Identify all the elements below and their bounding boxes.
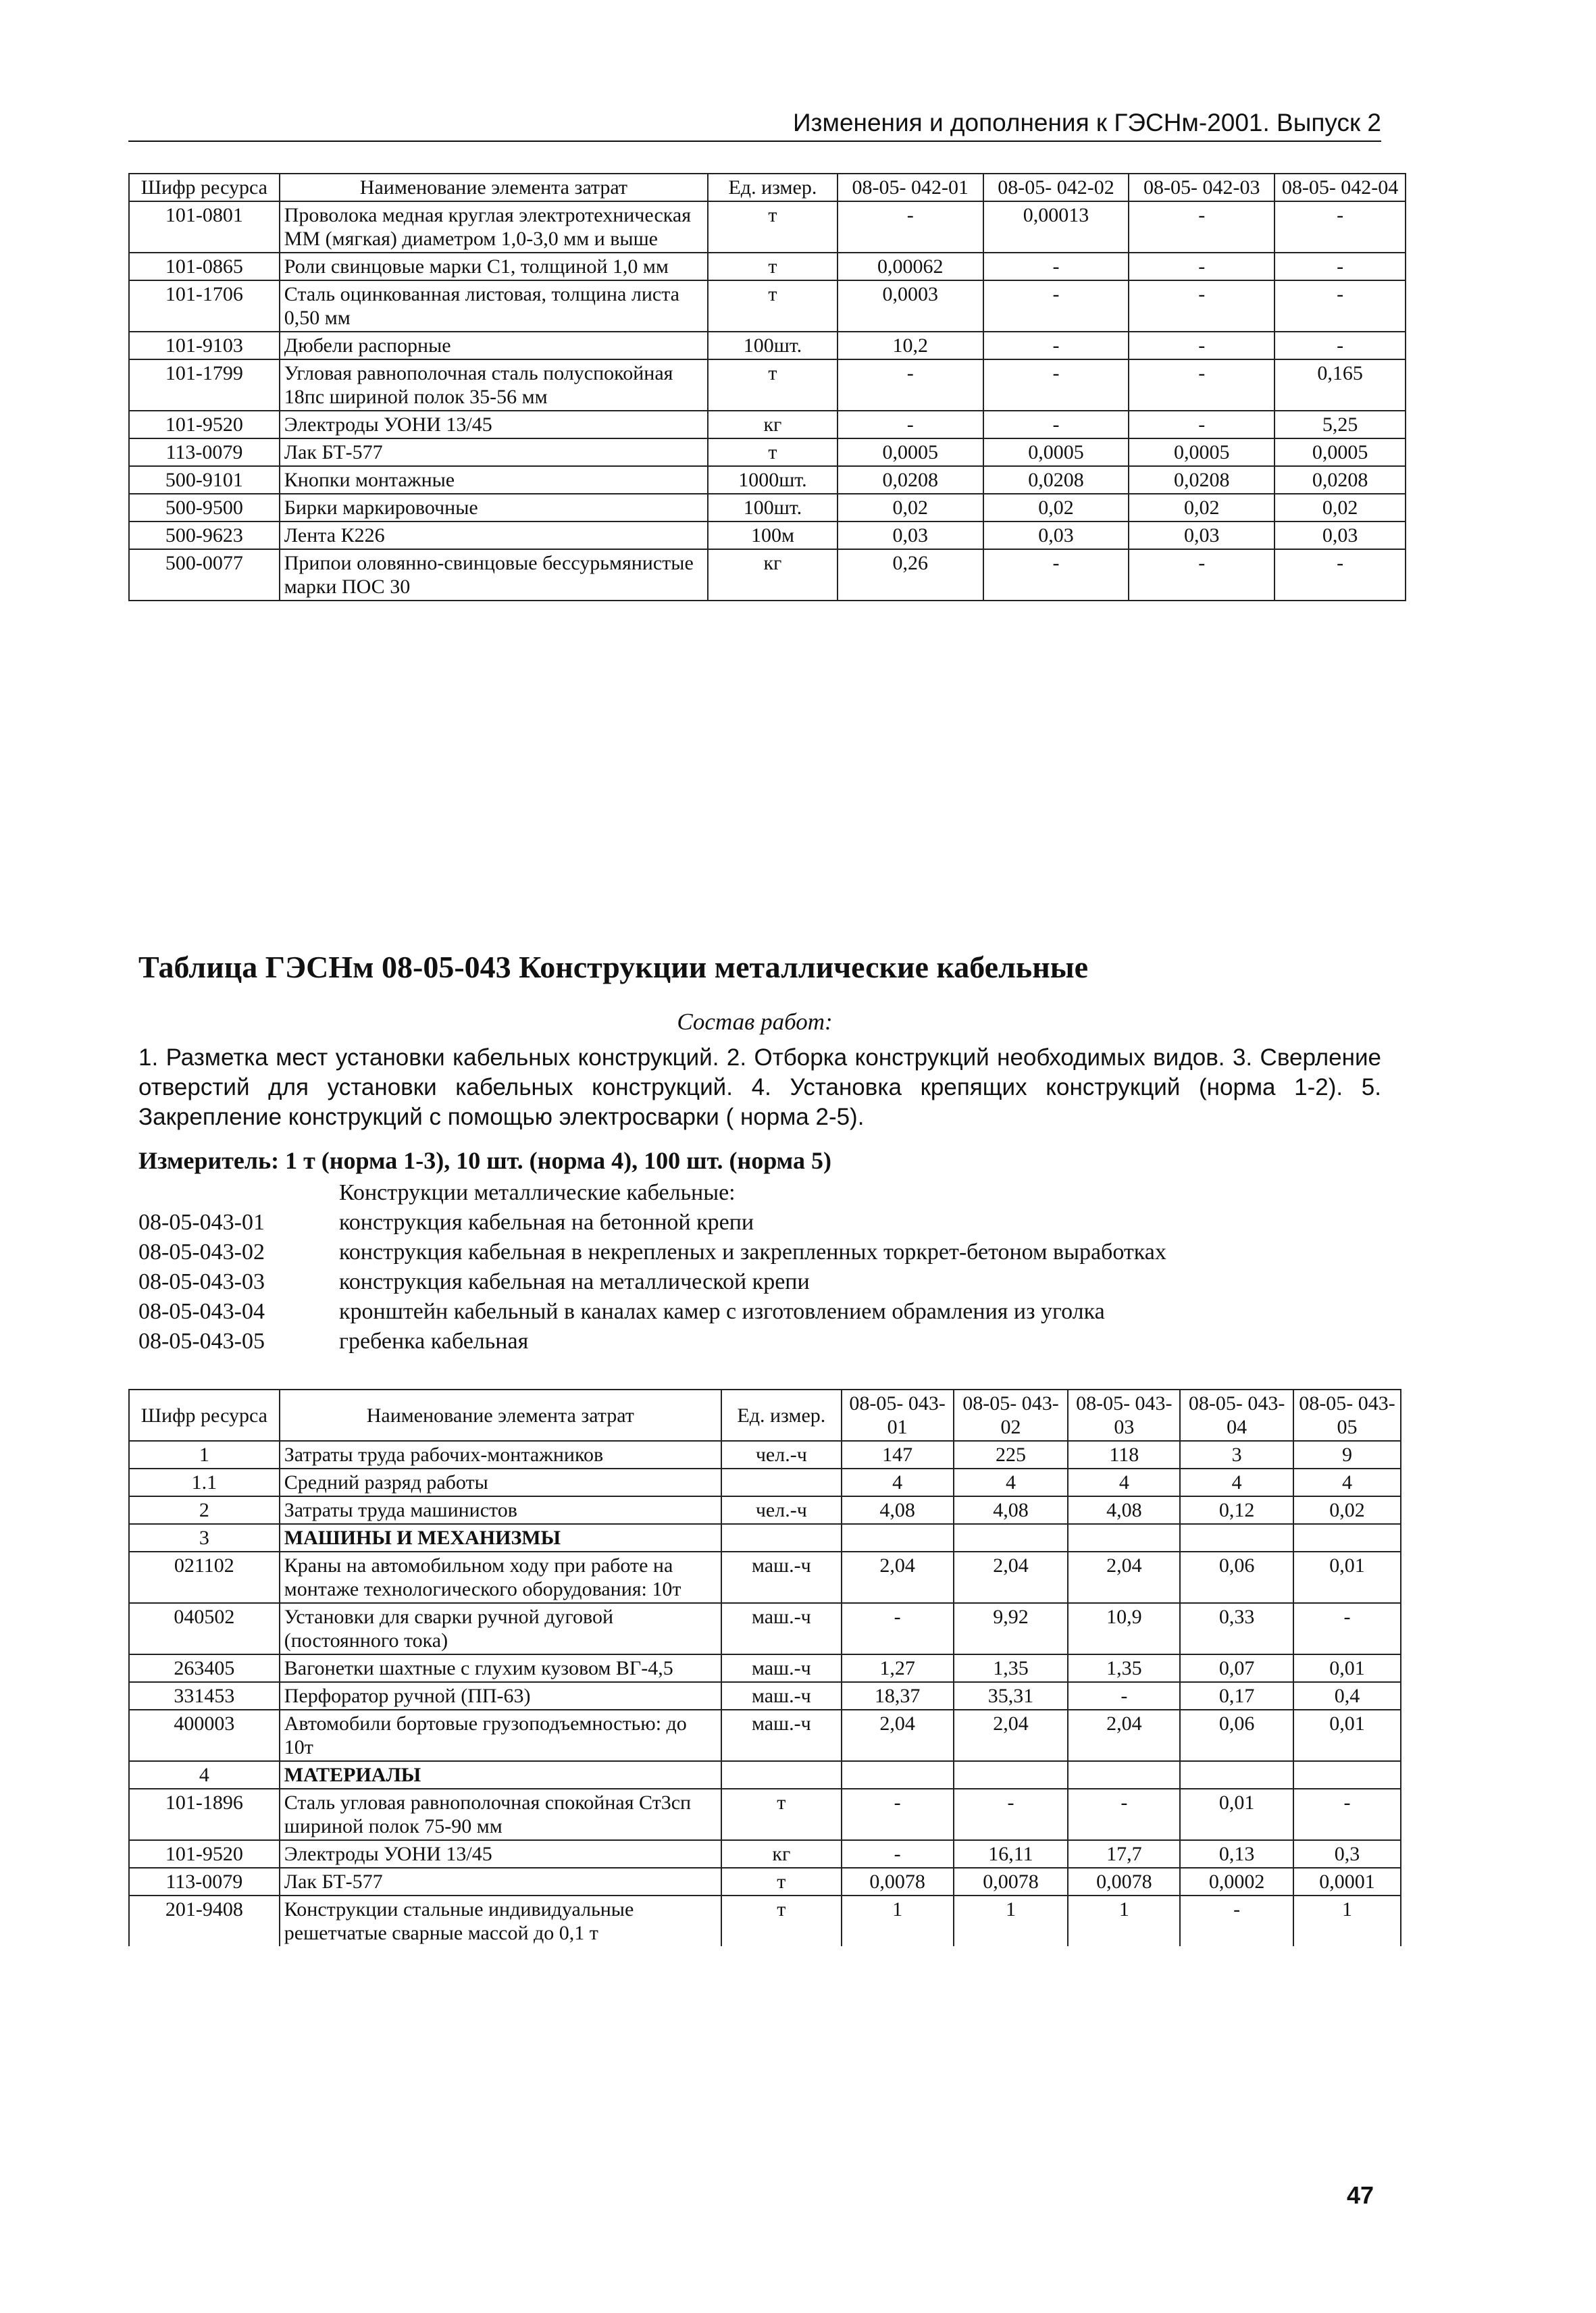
row-value: 2,04 — [1068, 1552, 1180, 1603]
norm-code: 08-05-043-04 — [138, 1299, 265, 1324]
table-row — [129, 438, 1406, 466]
row-code: 101-9103 — [129, 332, 280, 359]
row-value: - — [983, 280, 1129, 332]
running-header: Изменения и дополнения к ГЭСНм-2001. Выпуск 2 — [128, 108, 1381, 142]
table-row — [129, 1761, 1401, 1789]
row-value: - — [838, 201, 983, 253]
row-value: - — [842, 1603, 954, 1654]
norms-list — [138, 1178, 1166, 1356]
table-row — [129, 253, 1406, 280]
resources-table-043 — [128, 1389, 1401, 1946]
row-value: - — [1293, 1603, 1401, 1654]
table-row — [129, 1896, 1401, 1946]
row-value: 0,00062 — [838, 253, 983, 280]
row-value — [1293, 1761, 1401, 1789]
table-row — [129, 1682, 1401, 1710]
norm-code: 08-05-043-02 — [138, 1240, 265, 1265]
table-row — [129, 201, 1406, 253]
col-norm-header: 08-05- 043-05 — [1293, 1390, 1401, 1441]
row-value: 0,0078 — [1068, 1868, 1180, 1896]
row-unit: кг — [708, 411, 838, 438]
table-row — [129, 280, 1406, 332]
row-value: 2,04 — [1068, 1710, 1180, 1761]
row-value: - — [1068, 1682, 1180, 1710]
table-row — [129, 359, 1406, 411]
row-unit: т — [721, 1868, 842, 1896]
row-value: 2,04 — [842, 1710, 954, 1761]
row-name: Сталь оцинкованная листовая, толщина листа 0,50 мм — [280, 280, 708, 332]
row-value: 1,27 — [842, 1654, 954, 1682]
table-body — [129, 1441, 1401, 1946]
row-unit: 100м — [708, 522, 838, 549]
col-code-header: Шифр ресурса — [129, 174, 280, 201]
row-name: Лента К226 — [280, 522, 708, 549]
row-value: 0,03 — [838, 522, 983, 549]
row-value: - — [954, 1789, 1069, 1840]
row-code: 331453 — [129, 1682, 280, 1710]
row-value: - — [983, 253, 1129, 280]
row-code: 500-9623 — [129, 522, 280, 549]
row-value: 118 — [1068, 1441, 1180, 1469]
row-name: Конструкции стальные индивидуальные решетчатые сварные массой до 0,1 т — [280, 1896, 721, 1946]
row-value: - — [983, 332, 1129, 359]
row-name: Лак БТ-577 — [280, 1868, 721, 1896]
row-name: Сталь угловая равнополочная спокойная Ст3сп шириной полок 75-90 мм — [280, 1789, 721, 1840]
norm-text: конструкция кабельная на металлической крепи — [339, 1269, 810, 1294]
row-value: - — [1129, 411, 1275, 438]
row-value: - — [838, 359, 983, 411]
row-value: 10,2 — [838, 332, 983, 359]
row-value: 0,01 — [1180, 1789, 1293, 1840]
table-row — [129, 549, 1406, 601]
table-row — [129, 1789, 1401, 1840]
row-value: 1 — [1293, 1896, 1401, 1946]
row-unit: маш.-ч — [721, 1603, 842, 1654]
row-unit: чел.-ч — [721, 1496, 842, 1524]
composition-heading: Состав работ: — [677, 1009, 833, 1035]
row-name: Бирки маркировочные — [280, 494, 708, 522]
table-row — [129, 494, 1406, 522]
row-value: - — [1275, 332, 1406, 359]
table-row — [129, 1840, 1401, 1868]
col-norm-header: 08-05- 042-03 — [1129, 174, 1275, 201]
row-unit — [721, 1524, 842, 1552]
row-value: 0,00013 — [983, 201, 1129, 253]
row-name: Лак БТ-577 — [280, 438, 708, 466]
row-value: - — [1180, 1896, 1293, 1946]
row-unit: маш.-ч — [721, 1682, 842, 1710]
row-code: 3 — [129, 1524, 280, 1552]
row-code: 101-0865 — [129, 253, 280, 280]
row-value: 1,35 — [954, 1654, 1069, 1682]
row-value: - — [1275, 549, 1406, 601]
row-value: 0,02 — [983, 494, 1129, 522]
row-value: 4 — [842, 1469, 954, 1496]
row-value: 1 — [1068, 1896, 1180, 1946]
row-value: 0,0005 — [838, 438, 983, 466]
row-value: 5,25 — [1275, 411, 1406, 438]
row-value: 4 — [1180, 1469, 1293, 1496]
row-value: 4,08 — [954, 1496, 1069, 1524]
row-value: 35,31 — [954, 1682, 1069, 1710]
row-value: - — [1129, 201, 1275, 253]
row-code: 101-1799 — [129, 359, 280, 411]
row-code: 101-1706 — [129, 280, 280, 332]
row-value: 0,0005 — [1275, 438, 1406, 466]
row-value: 0,0005 — [1129, 438, 1275, 466]
row-value: 0,06 — [1180, 1710, 1293, 1761]
row-value: - — [983, 411, 1129, 438]
row-name: Вагонетки шахтные с глухим кузовом ВГ-4,5 — [280, 1654, 721, 1682]
row-value: 0,26 — [838, 549, 983, 601]
row-value: 0,4 — [1293, 1682, 1401, 1710]
row-name: МАШИНЫ И МЕХАНИЗМЫ — [280, 1524, 721, 1552]
row-value: 0,06 — [1180, 1552, 1293, 1603]
row-unit — [721, 1469, 842, 1496]
col-norm-header: 08-05- 043-03 — [1068, 1390, 1180, 1441]
row-code: 040502 — [129, 1603, 280, 1654]
row-name: Перфоратор ручной (ПП-63) — [280, 1682, 721, 1710]
row-value: 0,17 — [1180, 1682, 1293, 1710]
page-number: 47 — [1347, 2181, 1374, 2209]
row-unit: 100шт. — [708, 332, 838, 359]
table-row — [129, 522, 1406, 549]
row-name: Кнопки монтажные — [280, 466, 708, 494]
row-value: 0,0208 — [1129, 466, 1275, 494]
row-value: - — [1293, 1789, 1401, 1840]
row-value: 1,35 — [1068, 1654, 1180, 1682]
row-value: 16,11 — [954, 1840, 1069, 1868]
row-value: - — [1275, 280, 1406, 332]
col-name-header: Наименование элемента затрат — [280, 174, 708, 201]
row-value — [954, 1524, 1069, 1552]
row-value: - — [842, 1789, 954, 1840]
row-value: 0,03 — [983, 522, 1129, 549]
row-value — [954, 1761, 1069, 1789]
row-value: 0,13 — [1180, 1840, 1293, 1868]
row-value: 2,04 — [954, 1552, 1069, 1603]
table-row — [129, 1524, 1401, 1552]
row-value: - — [842, 1840, 954, 1868]
row-unit: т — [708, 253, 838, 280]
row-value: 0,02 — [1275, 494, 1406, 522]
table-title: Таблица ГЭСНм 08-05-043 Конструкции металлические кабельные — [138, 950, 1089, 984]
row-value: 1 — [954, 1896, 1069, 1946]
table-row — [129, 1441, 1401, 1469]
row-name: Дюбели распорные — [280, 332, 708, 359]
col-unit-header: Ед. измер. — [708, 174, 838, 201]
norm-item — [138, 1297, 1166, 1327]
row-unit: маш.-ч — [721, 1710, 842, 1761]
row-value: 0,03 — [1129, 522, 1275, 549]
row-unit: кг — [708, 549, 838, 601]
row-code: 101-0801 — [129, 201, 280, 253]
row-unit: т — [708, 201, 838, 253]
norm-item — [138, 1267, 1166, 1297]
row-code: 400003 — [129, 1710, 280, 1761]
col-norm-header: 08-05- 043-01 — [842, 1390, 954, 1441]
col-unit-header: Ед. измер. — [721, 1390, 842, 1441]
norms-title-row — [138, 1178, 1166, 1208]
row-unit — [721, 1761, 842, 1789]
row-name: МАТЕРИАЛЫ — [280, 1761, 721, 1789]
row-value: 2,04 — [842, 1552, 954, 1603]
table-row — [129, 332, 1406, 359]
row-value: 4,08 — [1068, 1496, 1180, 1524]
norm-text: конструкция кабельная в некрепленых и закрепленных торкрет-бетоном выработках — [339, 1240, 1166, 1265]
meter-line: Измеритель: 1 т (норма 1-3), 10 шт. (норма 4), 100 шт. (норма 5) — [138, 1147, 831, 1174]
row-code: 500-9101 — [129, 466, 280, 494]
row-value: 4 — [1293, 1469, 1401, 1496]
row-code: 101-9520 — [129, 1840, 280, 1868]
table-row — [129, 1552, 1401, 1603]
row-code: 2 — [129, 1496, 280, 1524]
row-value — [1293, 1524, 1401, 1552]
row-value — [842, 1761, 954, 1789]
row-value — [842, 1524, 954, 1552]
row-code: 4 — [129, 1761, 280, 1789]
table-row — [129, 466, 1406, 494]
row-value: 0,12 — [1180, 1496, 1293, 1524]
table-row — [129, 1868, 1401, 1896]
row-name: Средний разряд работы — [280, 1469, 721, 1496]
row-value: 0,0208 — [1275, 466, 1406, 494]
row-value — [1068, 1761, 1180, 1789]
row-value: 0,01 — [1293, 1654, 1401, 1682]
row-value: 225 — [954, 1441, 1069, 1469]
row-value: - — [983, 549, 1129, 601]
norm-code: 08-05-043-05 — [138, 1329, 265, 1354]
row-name: Затраты труда рабочих-монтажников — [280, 1441, 721, 1469]
row-unit: т — [708, 280, 838, 332]
row-name: Автомобили бортовые грузоподъемностью: до 10т — [280, 1710, 721, 1761]
norm-item — [138, 1238, 1166, 1267]
col-norm-header: 08-05- 042-04 — [1275, 174, 1406, 201]
table-row — [129, 1469, 1401, 1496]
row-value: 9 — [1293, 1441, 1401, 1469]
row-code: 021102 — [129, 1552, 280, 1603]
row-value: 0,02 — [1129, 494, 1275, 522]
row-code: 1 — [129, 1441, 280, 1469]
row-value: 0,0005 — [983, 438, 1129, 466]
row-code: 500-0077 — [129, 549, 280, 601]
row-value: 0,02 — [838, 494, 983, 522]
row-value: 18,37 — [842, 1682, 954, 1710]
row-code: 500-9500 — [129, 494, 280, 522]
row-value: 4 — [1068, 1469, 1180, 1496]
row-name: Электроды УОНИ 13/45 — [280, 411, 708, 438]
row-value: - — [838, 411, 983, 438]
row-name: Краны на автомобильном ходу при работе на монтаже технологического оборудования: 10т — [280, 1552, 721, 1603]
row-value — [1068, 1524, 1180, 1552]
row-value: - — [1129, 253, 1275, 280]
row-name: Проволока медная круглая электротехническая ММ (мягкая) диаметром 1,0-3,0 мм и выше — [280, 201, 708, 253]
row-value: 0,01 — [1293, 1710, 1401, 1761]
row-value: 0,0001 — [1293, 1868, 1401, 1896]
row-unit: 1000шт. — [708, 466, 838, 494]
col-name-header: Наименование элемента затрат — [280, 1390, 721, 1441]
row-code: 263405 — [129, 1654, 280, 1682]
row-value: - — [1129, 332, 1275, 359]
row-value: 0,3 — [1293, 1840, 1401, 1868]
row-value: 0,03 — [1275, 522, 1406, 549]
row-value: 0,02 — [1293, 1496, 1401, 1524]
row-value: - — [1068, 1789, 1180, 1840]
row-unit: т — [708, 438, 838, 466]
row-value — [1180, 1524, 1293, 1552]
row-code: 201-9408 — [129, 1896, 280, 1946]
table-row — [129, 1603, 1401, 1654]
row-value: 0,0208 — [983, 466, 1129, 494]
row-code: 113-0079 — [129, 438, 280, 466]
table-row — [129, 1496, 1401, 1524]
norm-item — [138, 1208, 1166, 1238]
table-row — [129, 411, 1406, 438]
row-name: Припои оловянно-свинцовые бессурьмянистые марки ПОС 30 — [280, 549, 708, 601]
row-value: 0,0003 — [838, 280, 983, 332]
row-name: Установки для сварки ручной дуговой (постоянного тока) — [280, 1603, 721, 1654]
row-value: 2,04 — [954, 1710, 1069, 1761]
row-value: 1 — [842, 1896, 954, 1946]
row-name: Угловая равнополочная сталь полуспокойная 18пс шириной полок 35-56 мм — [280, 359, 708, 411]
row-unit: маш.-ч — [721, 1552, 842, 1603]
col-norm-header: 08-05- 042-01 — [838, 174, 983, 201]
norm-code: 08-05-043-01 — [138, 1210, 265, 1235]
row-value: 0,0208 — [838, 466, 983, 494]
table-row — [129, 1654, 1401, 1682]
row-code: 101-1896 — [129, 1789, 280, 1840]
row-value: 17,7 — [1068, 1840, 1180, 1868]
row-value: 0,33 — [1180, 1603, 1293, 1654]
norms-title: Конструкции металлические кабельные: — [339, 1180, 736, 1205]
row-name: Затраты труда машинистов — [280, 1496, 721, 1524]
row-value: 147 — [842, 1441, 954, 1469]
col-norm-header: 08-05- 042-02 — [983, 174, 1129, 201]
norm-text: конструкция кабельная на бетонной крепи — [339, 1210, 754, 1235]
table-header-row — [129, 1390, 1401, 1441]
col-code-header: Шифр ресурса — [129, 1390, 280, 1441]
norm-text: гребенка кабельная — [339, 1329, 529, 1354]
row-value: 10,9 — [1068, 1603, 1180, 1654]
resources-table-042 — [128, 173, 1406, 601]
row-value: - — [1129, 359, 1275, 411]
row-code: 113-0079 — [129, 1868, 280, 1896]
table-row — [129, 1710, 1401, 1761]
col-norm-header: 08-05- 043-04 — [1180, 1390, 1293, 1441]
row-value: 0,0078 — [842, 1868, 954, 1896]
row-value: - — [1129, 549, 1275, 601]
row-value: 0,01 — [1293, 1552, 1401, 1603]
row-code: 101-9520 — [129, 411, 280, 438]
row-unit: т — [721, 1789, 842, 1840]
row-value: - — [983, 359, 1129, 411]
row-unit: кг — [721, 1840, 842, 1868]
row-value — [1180, 1761, 1293, 1789]
col-norm-header: 08-05- 043-02 — [954, 1390, 1069, 1441]
row-unit: т — [708, 359, 838, 411]
row-unit: т — [721, 1896, 842, 1946]
row-value: 4,08 — [842, 1496, 954, 1524]
row-value: 0,165 — [1275, 359, 1406, 411]
row-unit: маш.-ч — [721, 1654, 842, 1682]
norm-text: кронштейн кабельный в каналах камер с изготовлением обрамления из уголка — [339, 1299, 1105, 1324]
row-value: 9,92 — [954, 1603, 1069, 1654]
row-value: - — [1275, 201, 1406, 253]
row-value: 0,0002 — [1180, 1868, 1293, 1896]
row-value: 0,0078 — [954, 1868, 1069, 1896]
row-value: - — [1129, 280, 1275, 332]
row-name: Роли свинцовые марки С1, толщиной 1,0 мм — [280, 253, 708, 280]
norm-code: 08-05-043-03 — [138, 1269, 265, 1294]
row-code: 1.1 — [129, 1469, 280, 1496]
row-unit: 100шт. — [708, 494, 838, 522]
row-name: Электроды УОНИ 13/45 — [280, 1840, 721, 1868]
row-value: 3 — [1180, 1441, 1293, 1469]
norm-item — [138, 1327, 1166, 1356]
row-value: 0,07 — [1180, 1654, 1293, 1682]
row-value: - — [1275, 253, 1406, 280]
table-body — [129, 201, 1406, 601]
row-value: 4 — [954, 1469, 1069, 1496]
row-unit: чел.-ч — [721, 1441, 842, 1469]
table-header-row — [129, 174, 1406, 201]
works-description: 1. Разметка мест установки кабельных конструкций. 2. Отборка конструкций необходимых видов. 3. Сверление отверстий для установки кабельных конструкций. 4. Установка крепящих конструкций (норма 1-2). 5. Закрепление конструкций с помощью электросварки ( норма 2-5). — [138, 1044, 1381, 1130]
